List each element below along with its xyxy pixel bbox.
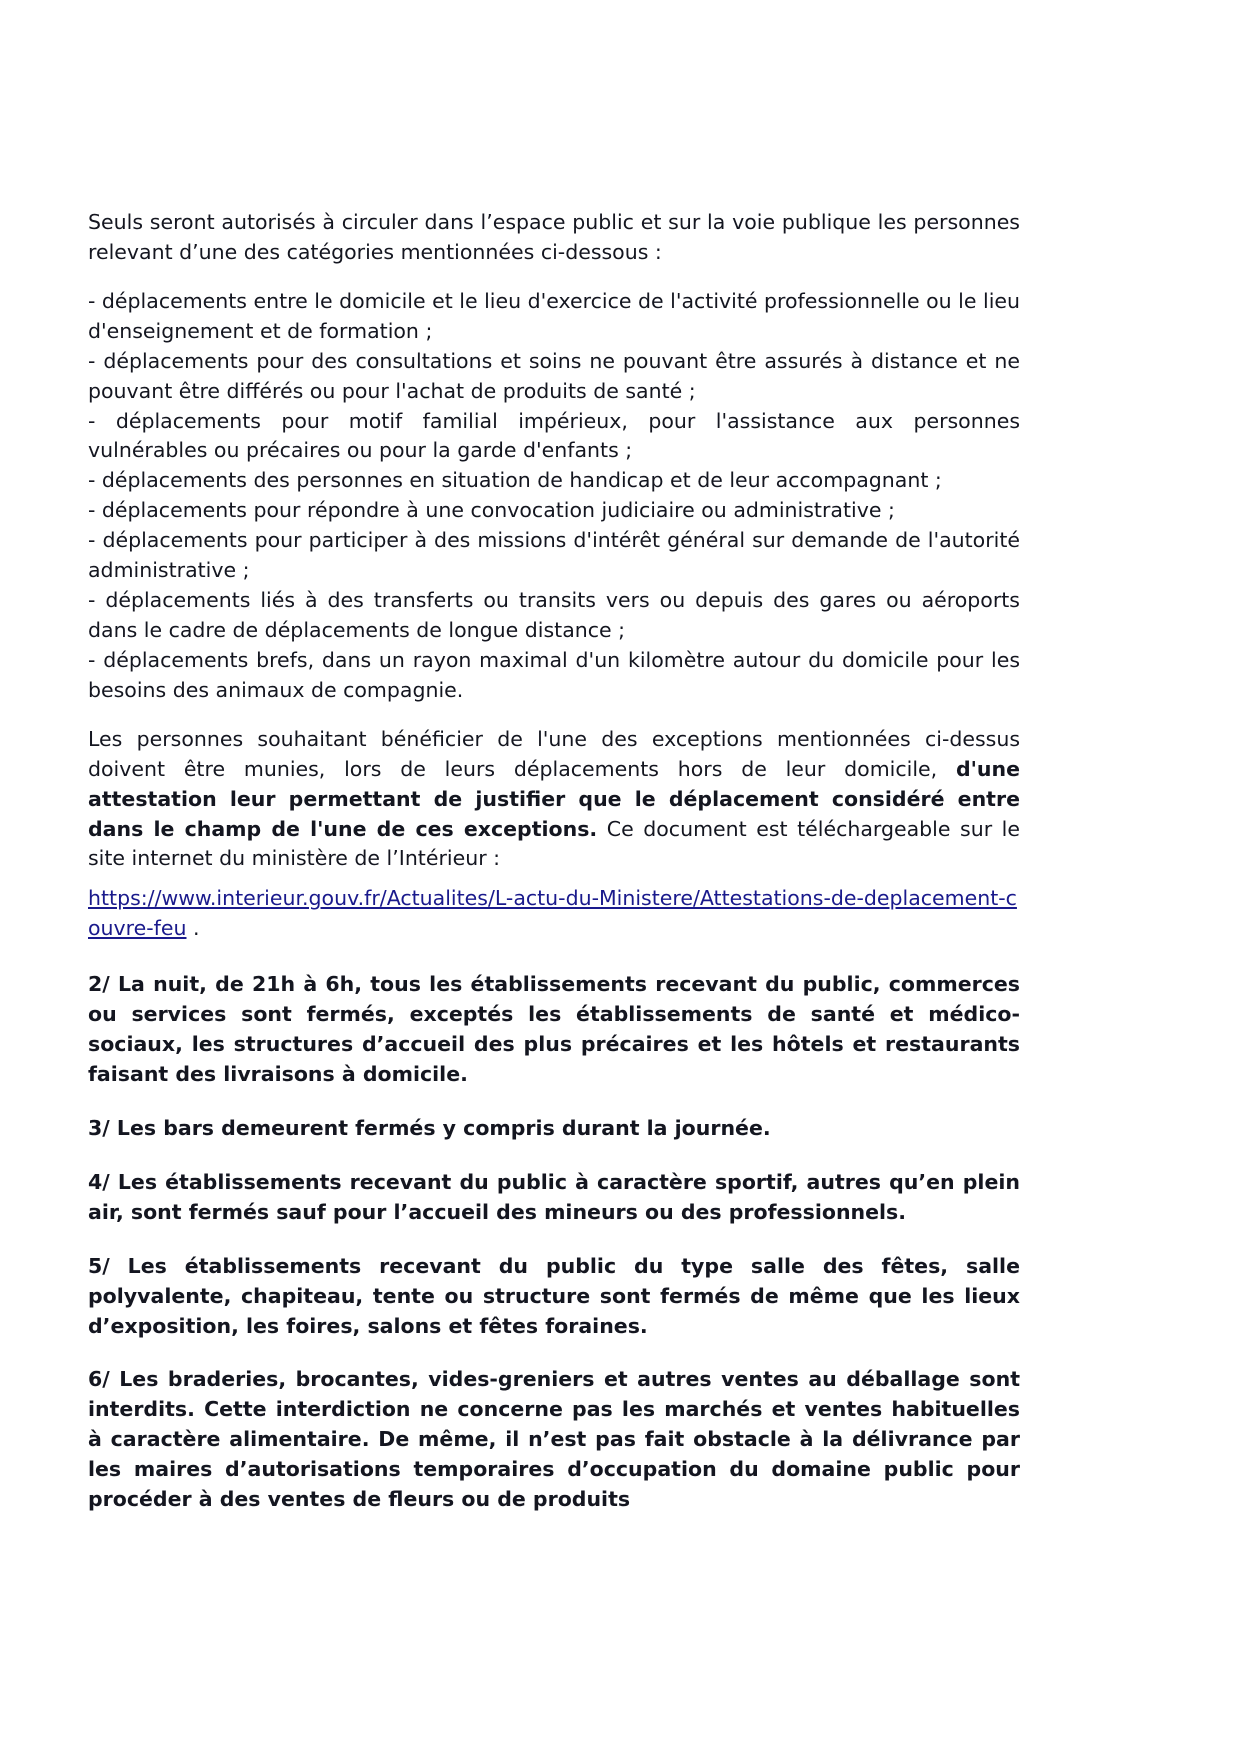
decree-item-5: 5/ Les établissements recevant du public du type salle des fêtes, salle polyvalente, chapiteau, tente ou structure sont fermés de même que les lieux d’exposition, les foires, salons et fêtes foraines. xyxy=(88,1253,1020,1338)
link-trailing-period: . xyxy=(186,916,200,941)
attestation-lead-text: Les personnes souhaitant bénéficier de l'une des exceptions mentionnées ci-dessus doivent être munies, lors de leurs déplacements hors de leur domicile, xyxy=(88,726,1020,781)
list-item: - déplacements pour répondre à une convocation judiciaire ou administrative ; xyxy=(88,498,895,523)
document-text-body xyxy=(88,208,1020,1539)
attestation-url-link[interactable]: https://www.interieur.gouv.fr/Actualites/L-actu-du-Ministere/Attestations-de-deplacement-couvre-feu xyxy=(88,886,1017,941)
attestation-tail-text: Ce document est téléchargeable sur le site internet du ministère de l’Intérieur : xyxy=(88,816,1020,871)
list-item: - déplacements des personnes en situation de handicap et de leur accompagnant ; xyxy=(88,468,942,493)
decree-item-3: 3/ Les bars demeurent fermés y compris durant la journée. xyxy=(88,1115,771,1140)
ministry-link-paragraph xyxy=(88,884,1020,944)
decree-item-4: 4/ Les établissements recevant du public à caractère sportif, autres qu’en plein air, sont fermés sauf pour l’accueil des mineurs ou des professionnels. xyxy=(88,1169,1020,1224)
exceptions-list xyxy=(88,287,1020,706)
list-item: - déplacements liés à des transferts ou transits vers ou depuis des gares ou aéroports dans le cadre de déplacements de longue distance ; xyxy=(88,588,1020,642)
list-item: - déplacements pour motif familial impérieux, pour l'assistance aux personnes vulnérables ou précaires ou pour la garde d'enfants ; xyxy=(88,408,1020,463)
list-item: - déplacements pour des consultations et soins ne pouvant être assurés à distance et ne pouvant être différés ou pour l'achat de produits de santé ; xyxy=(88,348,1020,403)
list-item: - déplacements entre le domicile et le lieu d'exercice de l'activité professionnelle ou le lieu d'enseignement et de formation ; xyxy=(88,288,1020,343)
list-item: - déplacements brefs, dans un rayon maximal d'un kilomètre autour du domicile pour les besoins des animaux de compagnie. xyxy=(88,647,1020,702)
list-item: - déplacements pour participer à des missions d'intérêt général sur demande de l'autorité administrative ; xyxy=(88,528,1020,583)
decree-item-6: 6/ Les braderies, brocantes, vides-greniers et autres ventes au déballage sont interdits. Cette interdiction ne concerne pas les marchés et ventes habituelles à caractère alimentaire. De même, il n’est pas fait obstacle à la délivrance par les maires d’autorisations temporaires d’occupation du domaine public pour procéder à des ventes de fleurs ou de produits xyxy=(88,1367,1020,1512)
intro-paragraph: Seuls seront autorisés à circuler dans l’espace public et sur la voie publique les personnes relevant d’une des catégories mentionnées ci-dessous : xyxy=(88,210,1020,264)
attestation-bold-text: d'une attestation leur permettant de justifier que le déplacement considéré entre dans le champ de l'une de ces exceptions. xyxy=(88,756,1020,841)
decree-item-2: 2/ La nuit, de 21h à 6h, tous les établissements recevant du public, commerces ou services sont fermés, exceptés les établissements de santé et médico-sociaux, les structures d’accueil des plus précaires et les hôtels et restaurants faisant des livraisons à domicile. xyxy=(88,972,1020,1086)
attestation-paragraph xyxy=(88,725,1020,875)
